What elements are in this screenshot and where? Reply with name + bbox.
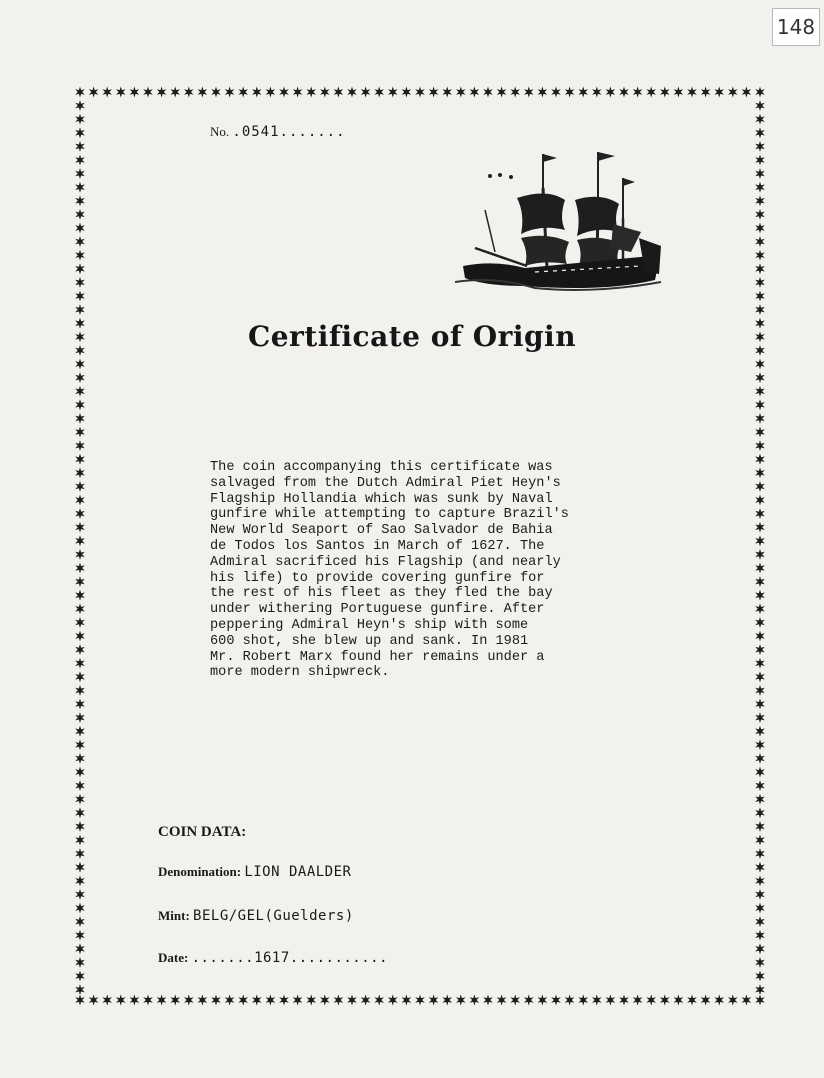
border-star	[538, 995, 548, 1006]
border-star	[633, 995, 643, 1006]
border-star	[755, 699, 765, 710]
border-star	[75, 399, 85, 410]
border-star	[75, 835, 85, 846]
border-star	[75, 889, 85, 900]
border-star	[755, 576, 765, 587]
border-star	[755, 767, 765, 778]
border-star	[755, 263, 765, 274]
border-star	[184, 995, 194, 1006]
border-star	[755, 114, 765, 125]
border-star	[755, 427, 765, 438]
border-star	[361, 995, 371, 1006]
border-star	[755, 522, 765, 533]
body-line: de Todos los Santos in March of 1627. The	[210, 538, 545, 554]
certificate-number-label: No.	[210, 124, 230, 139]
border-star	[755, 563, 765, 574]
border-star	[75, 87, 85, 98]
border-star	[755, 495, 765, 506]
border-star	[755, 995, 765, 1006]
border-star	[619, 87, 629, 98]
border-star	[755, 168, 765, 179]
border-star	[755, 291, 765, 302]
border-star	[143, 995, 153, 1006]
border-star	[755, 223, 765, 234]
border-star	[116, 995, 126, 1006]
border-star	[755, 182, 765, 193]
border-star	[116, 87, 126, 98]
body-line: salvaged from the Dutch Admiral Piet Heyn's	[210, 475, 561, 491]
border-star	[592, 995, 602, 1006]
border-star	[75, 549, 85, 560]
border-star	[75, 739, 85, 750]
border-star	[442, 995, 452, 1006]
border-star	[334, 995, 344, 1006]
border-star	[524, 995, 534, 1006]
border-star	[551, 87, 561, 98]
border-star	[75, 413, 85, 424]
date-label: Date:	[158, 950, 189, 965]
border-star	[755, 943, 765, 954]
border-star	[75, 386, 85, 397]
border-star	[293, 87, 303, 98]
border-star	[701, 995, 711, 1006]
border-star	[198, 995, 208, 1006]
border-star	[320, 87, 330, 98]
border-star	[755, 821, 765, 832]
border-star	[606, 87, 616, 98]
border-star	[170, 87, 180, 98]
date-value: .......1617...........	[191, 950, 389, 966]
border-star	[75, 699, 85, 710]
border-star	[75, 943, 85, 954]
border-star	[646, 87, 656, 98]
border-star	[75, 590, 85, 601]
border-star	[75, 291, 85, 302]
border-star	[755, 549, 765, 560]
galleon-ship-icon	[455, 148, 665, 293]
border-star	[755, 440, 765, 451]
border-star	[75, 875, 85, 886]
border-star	[75, 495, 85, 506]
border-star	[674, 87, 684, 98]
border-star	[374, 995, 384, 1006]
border-star	[510, 87, 520, 98]
border-star	[714, 87, 724, 98]
border-star	[347, 995, 357, 1006]
border-star	[578, 995, 588, 1006]
border-star	[755, 141, 765, 152]
mint-value: BELG/GEL(Guelders)	[193, 908, 354, 924]
border-star	[293, 995, 303, 1006]
border-star	[429, 87, 439, 98]
border-star	[75, 644, 85, 655]
border-star	[75, 114, 85, 125]
page-number-tag: 148	[772, 8, 820, 46]
border-star	[75, 767, 85, 778]
border-star	[75, 168, 85, 179]
border-star	[497, 87, 507, 98]
border-star	[755, 753, 765, 764]
border-star	[75, 671, 85, 682]
border-star	[252, 87, 262, 98]
date-field	[158, 950, 388, 966]
border-star	[211, 87, 221, 98]
border-star	[388, 995, 398, 1006]
border-star	[755, 712, 765, 723]
border-star	[755, 794, 765, 805]
border-star	[198, 87, 208, 98]
border-star	[728, 995, 738, 1006]
border-star	[742, 995, 752, 1006]
body-line: New World Seaport of Sao Salvador de Bahia	[210, 523, 553, 539]
border-star	[755, 889, 765, 900]
border-star	[714, 995, 724, 1006]
border-star	[157, 87, 167, 98]
border-star	[538, 87, 548, 98]
border-star	[170, 995, 180, 1006]
border-star	[660, 995, 670, 1006]
border-star	[483, 995, 493, 1006]
border-star	[75, 372, 85, 383]
border-star	[442, 87, 452, 98]
border-star	[75, 930, 85, 941]
border-star	[755, 603, 765, 614]
border-star	[75, 971, 85, 982]
border-star	[755, 195, 765, 206]
body-line: Flagship Hollandia which was sunk by Naval	[210, 491, 553, 507]
border-star	[75, 753, 85, 764]
border-star	[578, 87, 588, 98]
border-star	[75, 223, 85, 234]
border-star	[75, 182, 85, 193]
border-star	[266, 87, 276, 98]
border-star	[75, 481, 85, 492]
border-star	[619, 995, 629, 1006]
border-star	[755, 209, 765, 220]
border-star	[334, 87, 344, 98]
border-star	[143, 87, 153, 98]
border-star	[320, 995, 330, 1006]
border-star	[633, 87, 643, 98]
border-star	[75, 903, 85, 914]
border-star	[75, 780, 85, 791]
border-star	[456, 995, 466, 1006]
border-star	[374, 87, 384, 98]
border-star	[361, 87, 371, 98]
mint-label: Mint:	[158, 908, 190, 923]
border-star	[75, 209, 85, 220]
border-star	[755, 617, 765, 628]
border-star	[75, 984, 85, 995]
border-star	[75, 250, 85, 261]
border-star	[701, 87, 711, 98]
denomination-field	[158, 864, 351, 880]
body-line: peppering Admiral Heyn's ship with some	[210, 617, 529, 633]
body-line: The coin accompanying this certificate was	[210, 460, 553, 475]
border-star	[755, 508, 765, 519]
certificate-number	[210, 124, 346, 140]
border-star	[497, 995, 507, 1006]
body-line: Mr. Robert Marx found her remains under a	[210, 649, 545, 665]
border-star	[483, 87, 493, 98]
border-star	[306, 87, 316, 98]
border-star	[75, 359, 85, 370]
border-star	[755, 671, 765, 682]
border-star	[89, 995, 99, 1006]
border-star	[755, 916, 765, 927]
border-star	[75, 726, 85, 737]
border-star	[75, 576, 85, 587]
border-star	[742, 87, 752, 98]
border-star	[75, 100, 85, 111]
border-star	[75, 263, 85, 274]
border-star	[402, 995, 412, 1006]
border-star	[75, 658, 85, 669]
body-line: his life) to provide covering gunfire for	[210, 570, 545, 586]
border-star	[755, 780, 765, 791]
border-star	[755, 467, 765, 478]
border-star	[755, 984, 765, 995]
border-star	[755, 875, 765, 886]
coin-data-heading: COIN DATA:	[158, 824, 247, 840]
border-star	[755, 399, 765, 410]
border-star	[75, 848, 85, 859]
border-star	[75, 127, 85, 138]
mint-field	[158, 908, 354, 924]
border-star	[755, 957, 765, 968]
border-star	[75, 508, 85, 519]
border-star	[755, 372, 765, 383]
border-star	[755, 726, 765, 737]
border-star	[75, 427, 85, 438]
border-star	[75, 957, 85, 968]
border-star	[238, 87, 248, 98]
border-star	[75, 712, 85, 723]
border-star	[755, 413, 765, 424]
border-star	[755, 903, 765, 914]
border-star	[102, 995, 112, 1006]
border-star	[225, 995, 235, 1006]
border-star	[347, 87, 357, 98]
border-star	[75, 236, 85, 247]
border-star	[755, 807, 765, 818]
border-star	[755, 535, 765, 546]
border-star	[606, 995, 616, 1006]
border-star	[755, 930, 765, 941]
border-star	[75, 995, 85, 1006]
border-star	[184, 87, 194, 98]
border-star	[75, 277, 85, 288]
border-star	[755, 658, 765, 669]
border-star	[75, 563, 85, 574]
border-star	[674, 995, 684, 1006]
border-star	[75, 155, 85, 166]
denomination-label: Denomination:	[158, 864, 242, 879]
border-star	[755, 685, 765, 696]
body-line: under withering Portuguese gunfire. After	[210, 602, 545, 618]
border-star	[415, 87, 425, 98]
border-star	[660, 87, 670, 98]
border-star	[755, 631, 765, 642]
border-star	[238, 995, 248, 1006]
border-star	[524, 87, 534, 98]
border-star	[551, 995, 561, 1006]
border-star	[755, 386, 765, 397]
border-star	[75, 631, 85, 642]
border-star	[388, 87, 398, 98]
border-star	[89, 87, 99, 98]
border-star	[75, 617, 85, 628]
border-star	[728, 87, 738, 98]
border-star	[266, 995, 276, 1006]
border-star	[755, 155, 765, 166]
border-star	[75, 304, 85, 315]
border-star	[755, 644, 765, 655]
border-star	[415, 995, 425, 1006]
border-star	[755, 590, 765, 601]
certificate-title: Certificate of Origin	[247, 320, 577, 353]
border-star	[755, 250, 765, 261]
border-star	[211, 995, 221, 1006]
border-star	[510, 995, 520, 1006]
border-star	[75, 603, 85, 614]
border-star	[429, 995, 439, 1006]
border-star	[755, 739, 765, 750]
border-star	[755, 100, 765, 111]
border-star	[687, 995, 697, 1006]
border-star	[75, 916, 85, 927]
border-star	[157, 995, 167, 1006]
border-star	[470, 87, 480, 98]
body-line: gunfire while attempting to capture Brazil's	[210, 507, 569, 523]
border-star	[646, 995, 656, 1006]
border-star	[755, 481, 765, 492]
border-star	[755, 848, 765, 859]
border-star	[75, 862, 85, 873]
border-star	[755, 359, 765, 370]
certificate-number-value: .0541.......	[232, 124, 346, 140]
body-line: the rest of his fleet as they fled the bay	[210, 586, 553, 602]
border-star	[755, 87, 765, 98]
border-star	[102, 87, 112, 98]
denomination-value: LION DAALDER	[244, 864, 352, 880]
border-star	[75, 794, 85, 805]
border-star	[402, 87, 412, 98]
border-star	[252, 995, 262, 1006]
border-star	[755, 304, 765, 315]
border-star	[75, 195, 85, 206]
border-star	[755, 236, 765, 247]
border-star	[130, 995, 140, 1006]
body-line: more modern shipwreck.	[210, 665, 390, 681]
border-star	[130, 87, 140, 98]
border-star	[75, 467, 85, 478]
border-star	[75, 141, 85, 152]
border-star	[75, 535, 85, 546]
border-star	[755, 862, 765, 873]
border-star	[456, 87, 466, 98]
border-star	[75, 440, 85, 451]
border-star	[755, 835, 765, 846]
border-star	[279, 87, 289, 98]
certificate-body-text	[210, 460, 650, 681]
border-star	[75, 821, 85, 832]
border-star	[279, 995, 289, 1006]
border-star	[75, 522, 85, 533]
border-star	[225, 87, 235, 98]
border-star	[755, 277, 765, 288]
body-line: Admiral sacrificed his Flagship (and nearly	[210, 554, 561, 570]
border-star	[755, 971, 765, 982]
border-star	[755, 127, 765, 138]
border-star	[306, 995, 316, 1006]
border-star	[592, 87, 602, 98]
border-star	[565, 87, 575, 98]
border-star	[755, 454, 765, 465]
border-star	[687, 87, 697, 98]
border-star	[565, 995, 575, 1006]
border-star	[75, 454, 85, 465]
border-star	[470, 995, 480, 1006]
body-line: 600 shot, she blew up and sank. In 1981	[210, 633, 529, 649]
border-star	[75, 807, 85, 818]
border-star	[75, 685, 85, 696]
